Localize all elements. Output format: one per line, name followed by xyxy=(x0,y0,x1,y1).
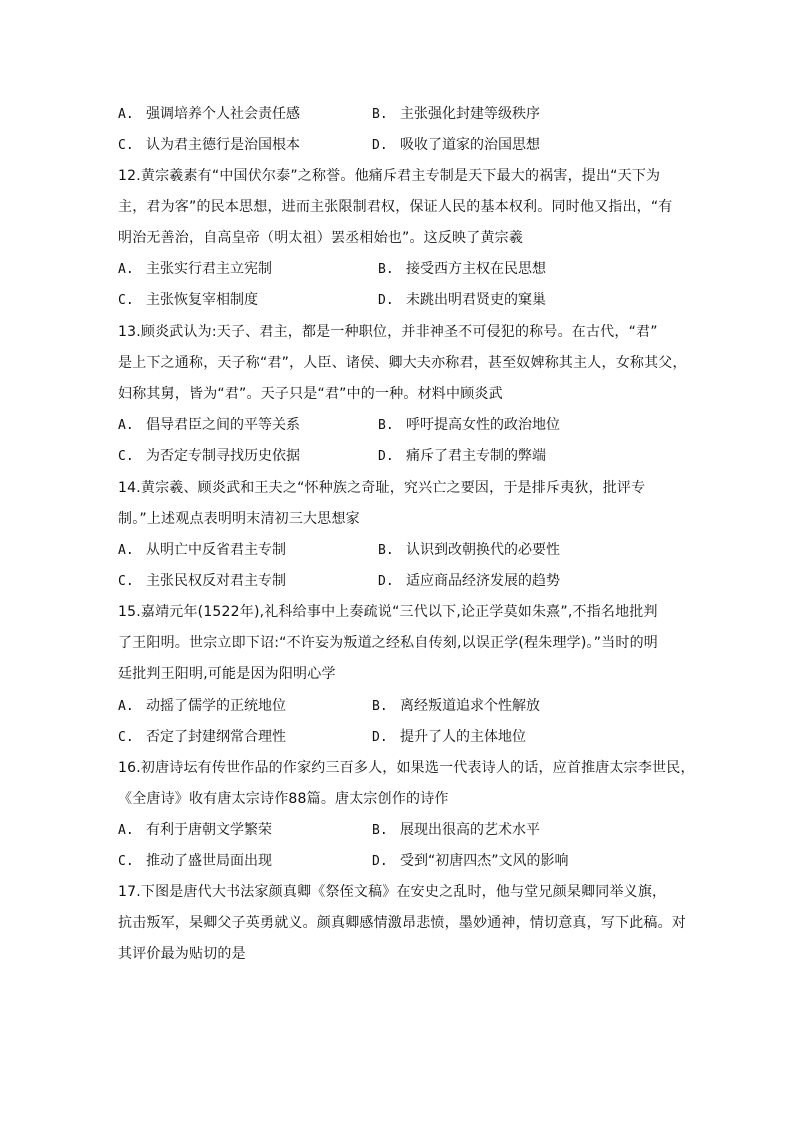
option-text: 呼吁提高女性的政治地位 xyxy=(406,417,560,433)
option-text: 认识到改朝换代的必要性 xyxy=(406,542,560,558)
option-a[interactable] xyxy=(118,540,286,561)
option-d[interactable] xyxy=(372,135,540,156)
option-c[interactable] xyxy=(118,727,286,748)
option-letter: A. xyxy=(118,543,134,558)
option-letter: A. xyxy=(118,107,134,122)
option-a[interactable] xyxy=(118,820,272,841)
option-d[interactable] xyxy=(372,851,569,872)
option-text: 否定了封建纲常合理性 xyxy=(146,729,286,745)
option-d[interactable] xyxy=(378,290,546,311)
option-letter: B. xyxy=(372,107,388,122)
option-text: 吸收了道家的治国思想 xyxy=(400,137,540,153)
option-text: 主张民权反对君主专制 xyxy=(146,573,286,589)
option-b[interactable] xyxy=(372,820,540,841)
option-letter: A. xyxy=(118,823,134,838)
question-15-stem-line-1: 15.嘉靖元年(1522年),礼科给事中上奏疏说“三代以下,论正学莫如朱熹”,不指名地批判 xyxy=(118,604,658,620)
option-letter: C. xyxy=(118,293,134,308)
option-letter: D. xyxy=(378,574,394,589)
option-letter: C. xyxy=(118,449,134,464)
option-letter: A. xyxy=(118,262,134,277)
option-letter: C. xyxy=(118,854,134,869)
option-text: 展现出很高的艺术水平 xyxy=(400,822,540,838)
option-text: 有利于唐朝文学繁荣 xyxy=(146,822,272,838)
question-14-stem-line-2: 制。”上述观点表明明末清初三大思想家 xyxy=(118,511,360,527)
option-a[interactable] xyxy=(118,259,272,280)
option-c[interactable] xyxy=(118,571,286,592)
option-text: 倡导君臣之间的平等关系 xyxy=(146,417,300,433)
option-b[interactable] xyxy=(378,540,560,561)
question-17-stem-line-1: 17.下图是唐代大书法家颜真卿《祭侄文稿》在安史之乱时，他与堂兄颜杲卿同举义旗， xyxy=(118,884,667,900)
option-letter: B. xyxy=(372,823,388,838)
question-14-stem-line-1: 14.黄宗羲、顾炎武和王夫之“怀种族之奇耻，究兴亡之要因，于是排斥夷狄，批评专 xyxy=(118,480,646,496)
option-c[interactable] xyxy=(118,290,258,311)
option-b[interactable] xyxy=(372,104,540,125)
question-13-stem-line-3: 妇称其舅，皆为“君”。天子只是“君”中的一种。材料中顾炎武 xyxy=(118,386,503,402)
question-13-stem-line-2: 是上下之通称，天子称“君”，人臣、诸侯、卿大夫亦称君，甚至奴婢称其主人，女称其父， xyxy=(118,355,687,371)
option-letter: D. xyxy=(372,854,388,869)
option-c[interactable] xyxy=(118,851,272,872)
option-a[interactable] xyxy=(118,696,286,717)
option-c[interactable] xyxy=(118,135,300,156)
option-letter: A. xyxy=(118,418,134,433)
option-letter: C. xyxy=(118,574,134,589)
question-17-stem-line-2: 抗击叛军，杲卿父子英勇就义。颜真卿感情激昂悲愤，墨妙通神，情切意真，写下此稿。对 xyxy=(118,915,686,931)
question-15-stem-line-2: 了王阳明。世宗立即下诏:“不许妄为叛道之经私自传刻,以误正学(程朱理学)。”当时的明 xyxy=(118,635,658,651)
option-letter: C. xyxy=(118,138,134,153)
question-12-stem-line-3: 明治无善治，自高皇帝（明太祖）罢丞相始也”。这反映了黄宗羲 xyxy=(118,230,524,246)
option-letter: C. xyxy=(118,730,134,745)
option-letter: B. xyxy=(378,262,394,277)
option-letter: B. xyxy=(378,543,394,558)
option-letter: B. xyxy=(372,699,388,714)
option-text: 主张恢复宰相制度 xyxy=(146,292,258,308)
option-text: 主张强化封建等级秩序 xyxy=(400,106,540,122)
option-letter: D. xyxy=(378,293,394,308)
question-12-stem-line-2: 主，君为客”的民本思想，进而主张限制君权，保证人民的基本权利。同时他又指出，“有 xyxy=(118,199,673,215)
option-text: 痛斥了君主专制的弊端 xyxy=(406,448,546,464)
option-a[interactable] xyxy=(118,104,300,125)
option-b[interactable] xyxy=(378,259,546,280)
option-text: 受到“初唐四杰”文风的影响 xyxy=(400,853,569,869)
option-text: 强调培养个人社会责任感 xyxy=(146,106,300,122)
option-b[interactable] xyxy=(378,415,560,436)
question-13-stem-line-1: 13.顾炎武认为:天子、君主，都是一种职位，并非神圣不可侵犯的称号。在古代，“君” xyxy=(118,324,658,340)
option-text: 提升了人的主体地位 xyxy=(400,729,526,745)
option-letter: D. xyxy=(378,449,394,464)
question-15-stem-line-3: 廷批判王阳明,可能是因为阳明心学 xyxy=(118,666,336,682)
option-text: 主张实行君主立宪制 xyxy=(146,261,272,277)
option-text: 接受西方主权在民思想 xyxy=(406,261,546,277)
option-letter: B. xyxy=(378,418,394,433)
option-text: 适应商品经济发展的趋势 xyxy=(406,573,560,589)
option-text: 离经叛道追求个性解放 xyxy=(400,698,540,714)
option-letter: A. xyxy=(118,699,134,714)
option-letter: D. xyxy=(372,138,388,153)
option-d[interactable] xyxy=(378,446,546,467)
question-17-stem-line-3: 其评价最为贴切的是 xyxy=(118,946,246,962)
option-text: 推动了盛世局面出现 xyxy=(146,853,272,869)
question-16-stem-line-1: 16.初唐诗坛有传世作品的作家约三百多人，如果选一代表诗人的话，应首推唐太宗李世民， xyxy=(118,760,695,776)
option-d[interactable] xyxy=(372,727,526,748)
option-a[interactable] xyxy=(118,415,300,436)
option-letter: D. xyxy=(372,730,388,745)
option-c[interactable] xyxy=(118,446,300,467)
question-16-stem-line-2: 《全唐诗》收有唐太宗诗作88篇。唐太宗创作的诗作 xyxy=(118,791,449,807)
option-text: 为否定专制寻找历史依据 xyxy=(146,448,300,464)
option-b[interactable] xyxy=(372,696,540,717)
question-12-stem-line-1: 12.黄宗羲素有“中国伏尔泰”之称誉。他痛斥君主专制是天下最大的祸害，提出“天下为 xyxy=(118,168,661,184)
option-text: 未跳出明君贤吏的窠巢 xyxy=(406,292,546,308)
option-text: 认为君主德行是治国根本 xyxy=(146,137,300,153)
option-text: 从明亡中反省君主专制 xyxy=(146,542,286,558)
option-text: 动摇了儒学的正统地位 xyxy=(146,698,286,714)
option-d[interactable] xyxy=(378,571,560,592)
